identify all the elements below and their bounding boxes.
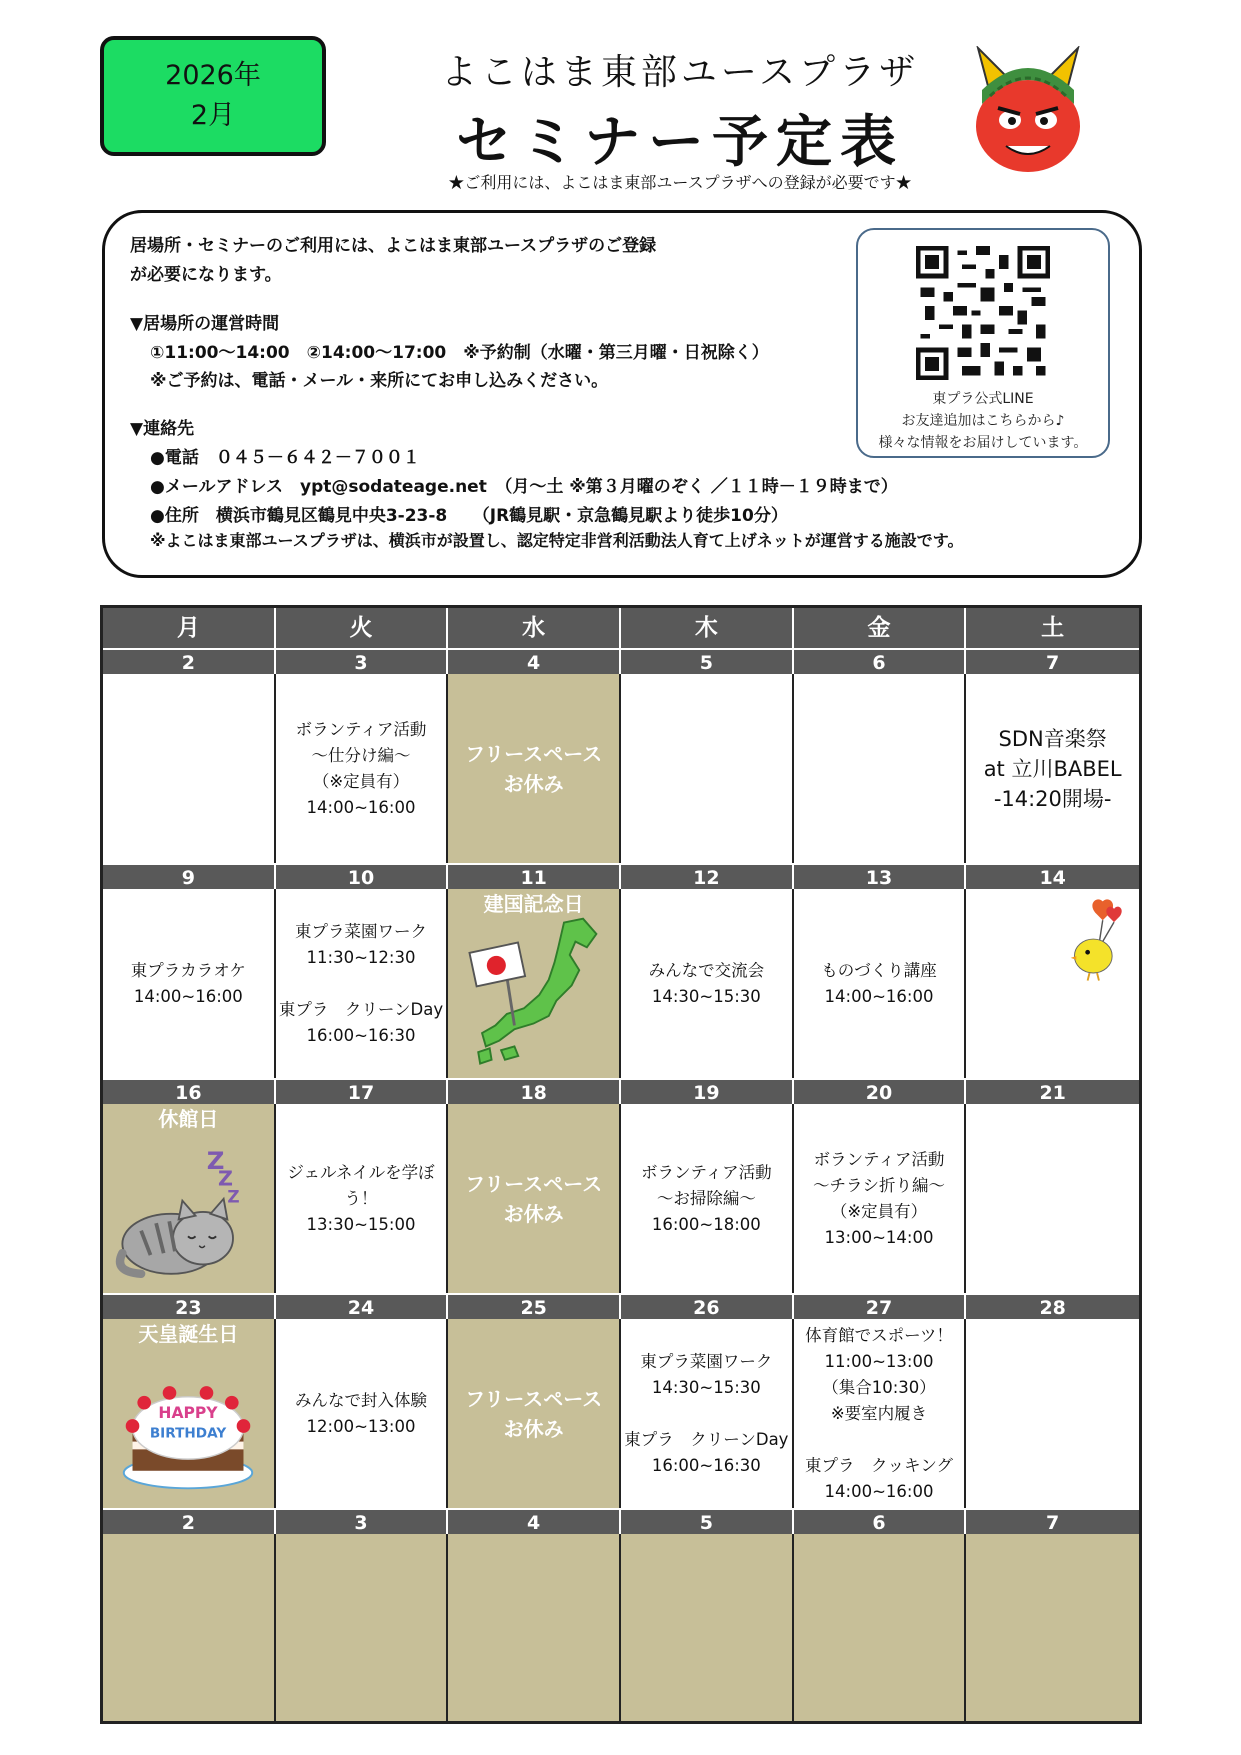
event-text: 東プラカラオケ 14:00~16:00 (130, 960, 246, 1006)
date-number: 25 (448, 1295, 621, 1321)
event-text: ボランティア活動 ～チラシ折り編～ （※定員有） 13:00~14:00 (812, 1149, 945, 1247)
month-badge (100, 36, 326, 156)
qr-caption: 東プラ公式LINE (932, 391, 1034, 407)
day-cell (794, 1534, 967, 1721)
date-number-row (103, 1508, 1139, 1534)
week-row (103, 889, 1139, 1078)
day-cell (448, 1319, 621, 1508)
date-number: 20 (794, 1080, 967, 1106)
day-cell (103, 674, 276, 863)
event-text: ものづくり講座 14:00~16:00 (821, 960, 937, 1006)
info-line: ①11:00〜14:00 ②14:00〜17:00 ※予約制（水曜・第三月曜・日祝除く） (150, 343, 769, 363)
day-cell (276, 1534, 449, 1721)
weekday-header: 月 (103, 608, 276, 648)
registration-notice: ★ご利用には、よこはま東部ユースプラザへの登録が必要です★ (448, 173, 912, 192)
date-number-row (103, 863, 1139, 889)
closed-label: フリースペース お休み (465, 1386, 603, 1441)
event-text: 東プラ菜園ワーク 14:30~15:30 東プラ クリーンDay 16:00~16:30 (624, 1351, 789, 1475)
day-cell (621, 1319, 794, 1508)
event-text: 東プラ菜園ワーク 11:30~12:30 東プラ クリーンDay 16:00~16:30 (278, 921, 444, 1045)
date-number: 14 (1039, 867, 1066, 889)
day-cell (448, 1104, 621, 1293)
svg-text:HAPPY: HAPPY (158, 1404, 218, 1423)
info-line: ※よこはま東部ユースプラザは、横浜市が設置し、認定特定非営利活動法人育て上げネットが運営する施設です。 (150, 531, 964, 550)
weekday-header: 木 (621, 608, 794, 648)
day-cell (794, 674, 967, 863)
day-cell (276, 889, 449, 1078)
date-number: 2 (103, 650, 276, 676)
day-cell (276, 1104, 449, 1293)
info-line: 居場所・セミナーのご利用には、よこはま東部ユースプラザのご登録 (130, 236, 657, 256)
day-cell (448, 889, 621, 1078)
date-number: 26 (621, 1295, 794, 1321)
qr-code-icon[interactable] (916, 246, 1050, 380)
info-email: ●メールアドレス ypt@sodateage.net （月～土 ※第３月曜のぞく ／１１時－１９時まで） (150, 477, 898, 497)
date-number: 17 (276, 1080, 449, 1106)
qr-caption: お友達追加はこちらから♪ (901, 413, 1065, 429)
date-number: 16 (103, 1080, 276, 1106)
date-number: 28 (1039, 1297, 1066, 1319)
event-text: ジェルネイルを学ぼう！ 13:30~15:00 (287, 1162, 435, 1234)
holiday-label: 天皇誕生日 (138, 1322, 239, 1346)
day-cell (966, 1319, 1139, 1508)
event-text: ボランティア活動 ～お掃除編～ 16:00~18:00 (640, 1162, 772, 1234)
info-phone: ●電話 ０４５－６４２－７００１ (150, 448, 420, 468)
page-title: セミナー予定表 (456, 110, 904, 175)
date-number: 12 (621, 865, 794, 891)
svg-text:BIRTHDAY: BIRTHDAY (149, 1425, 227, 1442)
weekday-header: 金 (794, 608, 967, 648)
holiday-label: 休館日 (158, 1107, 219, 1131)
event-text: みんなで封入体験 12:00~13:00 (294, 1390, 427, 1436)
day-cell (794, 1104, 967, 1293)
holiday-label: 建国記念日 (483, 892, 584, 916)
day-cell (103, 1104, 276, 1293)
birthday-cake-icon (115, 1357, 261, 1495)
qr-caption: 様々な情報をお届けしています。 (878, 435, 1088, 451)
day-cell (621, 889, 794, 1078)
date-number-row (103, 1078, 1139, 1104)
day-cell (966, 674, 1139, 863)
day-cell (448, 674, 621, 863)
date-number: 6 (794, 650, 967, 676)
chick-balloons-icon (1065, 897, 1131, 983)
event-text: みんなで交流会 14:30~15:30 (648, 960, 765, 1006)
date-number: 18 (448, 1080, 621, 1106)
weekday-header: 火 (276, 608, 449, 648)
day-cell (621, 1104, 794, 1293)
date-number: 7 (1046, 652, 1060, 674)
date-number: 11 (448, 865, 621, 891)
day-cell (103, 1319, 276, 1508)
date-number: 9 (103, 865, 276, 891)
day-cell (103, 1534, 276, 1721)
date-number: 21 (1039, 1082, 1066, 1104)
line-qr-panel (856, 228, 1110, 458)
week-row (103, 1319, 1139, 1508)
day-cell (794, 1319, 967, 1508)
day-cell (103, 889, 276, 1078)
week-row (103, 1534, 1139, 1721)
day-cell (966, 889, 1139, 1078)
day-cell (621, 1534, 794, 1721)
calendar-table (100, 605, 1142, 1724)
day-cell (276, 674, 449, 863)
weekday-header: 水 (448, 608, 621, 648)
red-oni-icon (968, 46, 1088, 176)
date-number: 6 (794, 1510, 967, 1536)
svg-text:Z: Z (206, 1145, 225, 1175)
weekday-header-row (103, 608, 1139, 648)
date-number: 23 (103, 1295, 276, 1321)
event-text: ボランティア活動 ～仕分け編～ （※定員有） 14:00~16:00 (295, 719, 427, 817)
day-cell (448, 1534, 621, 1721)
date-number: 4 (448, 650, 621, 676)
info-address: ●住所 横浜市鶴見区鶴見中央3-23-8 （JR鶴見駅・京急鶴見駅より徒歩10分） (150, 506, 788, 526)
date-number: 7 (1046, 1512, 1060, 1534)
svg-text:Z: Z (227, 1186, 240, 1207)
date-number: 5 (621, 1510, 794, 1536)
closed-label: フリースペース お休み (465, 741, 603, 796)
info-section-hours: ▼居場所の運営時間 (130, 314, 280, 334)
sleeping-cat-icon (113, 1140, 263, 1282)
japan-map-flag-icon (456, 913, 611, 1075)
weekday-header: 土 (1041, 615, 1065, 641)
day-cell (794, 889, 967, 1078)
info-line: ※ご予約は、電話・メール・来所にてお申し込みください。 (150, 371, 609, 391)
date-number: 19 (621, 1080, 794, 1106)
date-number: 4 (448, 1510, 621, 1536)
svg-text:Z: Z (218, 1166, 233, 1191)
info-section-contact: ▼連絡先 (130, 419, 195, 439)
event-text: SDN音楽祭 at 立川BABEL -14:20開場- (983, 726, 1122, 811)
date-number-row (103, 1293, 1139, 1319)
event-text: 体育館でスポーツ！ 11:00~13:00 （集合10:30） ※要室内履き 東プラ クッキング 14:00~16:00 (804, 1325, 953, 1501)
month-badge-year: 2026年 (165, 60, 261, 91)
date-number: 3 (276, 650, 449, 676)
date-number: 27 (794, 1295, 967, 1321)
date-number: 13 (794, 865, 967, 891)
week-row (103, 674, 1139, 863)
info-line: が必要になります。 (130, 265, 282, 285)
date-number-row (103, 648, 1139, 674)
day-cell (276, 1319, 449, 1508)
closed-label: フリースペース お休み (465, 1171, 603, 1226)
month-badge-month: 2月 (190, 100, 236, 131)
week-row (103, 1104, 1139, 1293)
date-number: 3 (276, 1510, 449, 1536)
day-cell (966, 1534, 1139, 1721)
date-number: 5 (621, 650, 794, 676)
day-cell (966, 1104, 1139, 1293)
date-number: 10 (276, 865, 449, 891)
date-number: 2 (103, 1510, 276, 1536)
date-number: 24 (276, 1295, 449, 1321)
day-cell (621, 674, 794, 863)
org-name: よこはま東部ユースプラザ (440, 52, 920, 93)
